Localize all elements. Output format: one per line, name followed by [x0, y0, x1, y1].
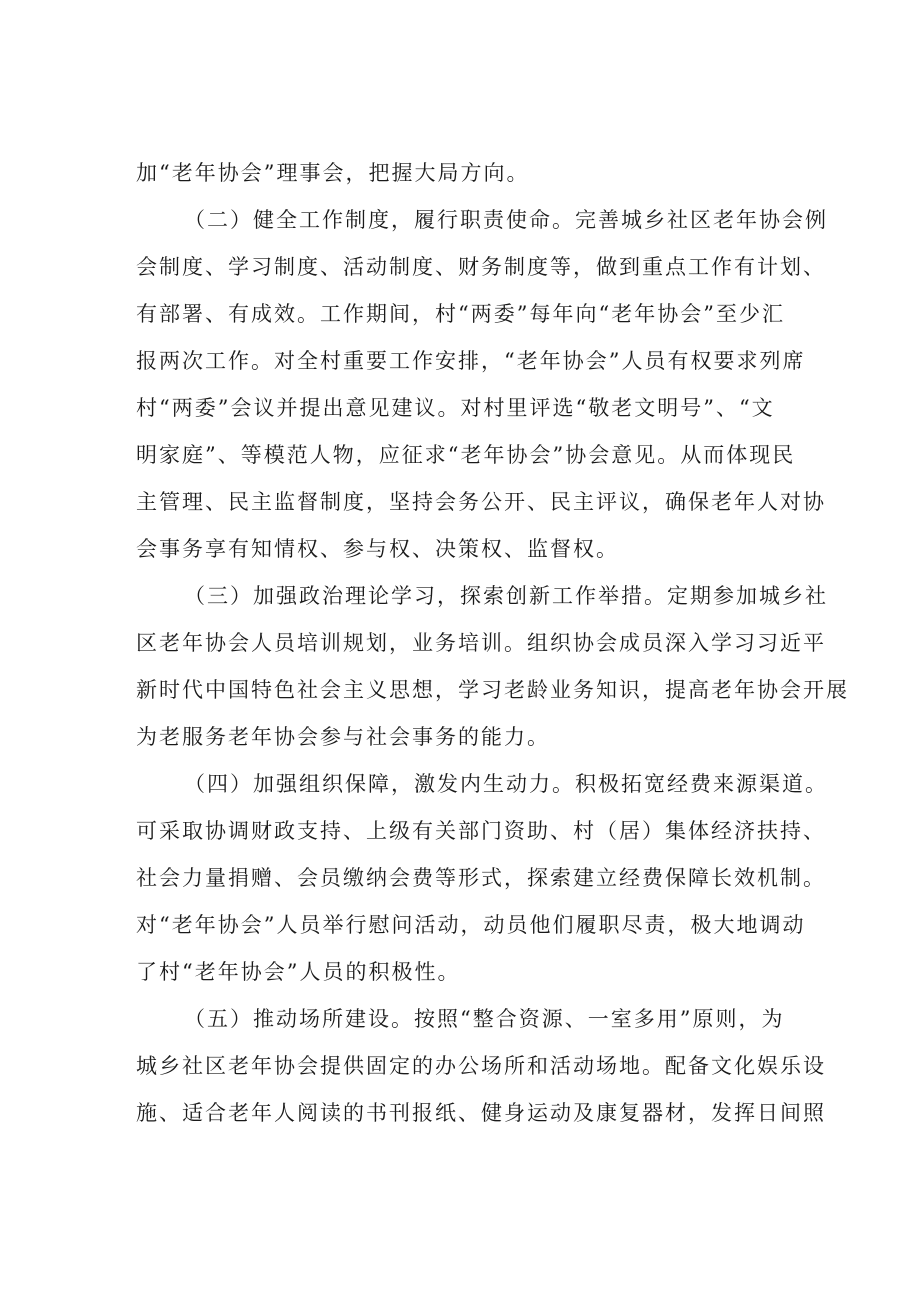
text-line: 明家庭”、等模范人物，应征求“老年协会”协会意见。从而体现民: [136, 443, 796, 467]
text-line: （四）加强组织保障，激发内生动力。积极拓宽经费来源渠道。: [184, 772, 828, 796]
text-line: 新时代中国特色社会主义思想，学习老龄业务知识，提高老年协会开展: [136, 678, 849, 702]
text-line: 可采取协调财政支持、上级有关部门资助、村（居）集体经济扶持、: [136, 819, 826, 843]
text-line: 有部署、有成效。工作期间，村“两委”每年向“老年协会”至少汇: [136, 302, 785, 326]
text-line: 区老年协会人员培训规划，业务培训。组织协会成员深入学习习近平: [136, 631, 826, 655]
text-line: 会事务享有知情权、参与权、决策权、监督权。: [136, 537, 619, 561]
paragraph-political-study: [136, 573, 849, 761]
text-line: 村“两委”会议并提出意见建议。对村里评选“敬老文明号”、“文: [136, 396, 775, 420]
text-line: 社会力量捐赠、会员缴纳会费等形式，探索建立经费保障长效机制。: [136, 866, 826, 890]
paragraph-venue-construction: [136, 996, 826, 1137]
text-line: 城乡社区老年协会提供固定的办公场所和活动场地。配备文化娱乐设: [136, 1054, 826, 1078]
paragraph-organization-support: [136, 761, 828, 996]
text-line: （五）推动场所建设。按照“整合资源、一室多用”原则，为: [184, 1007, 785, 1031]
text-line: （二）健全工作制度，履行职责使命。完善城乡社区老年协会例: [184, 208, 828, 232]
paragraph-continuation: [136, 150, 796, 197]
text-line: 会制度、学习制度、活动制度、财务制度等，做到重点工作有计划、: [136, 255, 826, 279]
document-body: [136, 150, 849, 1137]
text-line: 了村“老年协会”人员的积极性。: [136, 960, 461, 984]
paragraph-work-system: [136, 197, 828, 573]
text-line: 为老服务老年协会参与社会事务的能力。: [136, 725, 550, 749]
text-line: 主管理、民主监督制度，坚持会务公开、民主评议，确保老年人对协: [136, 490, 826, 514]
text-line: （三）加强政治理论学习，探索创新工作举措。定期参加城乡社: [184, 584, 828, 608]
text-line: 施、适合老年人阅读的书刊报纸、健身运动及康复器材，发挥日间照: [136, 1101, 826, 1125]
text-line: 对“老年协会”人员举行慰问活动，动员他们履职尽责，极大地调动: [136, 913, 806, 937]
text-line: 加“老年协会”理事会，把握大局方向。: [136, 161, 530, 185]
text-line: 报两次工作。对全村重要工作安排，“老年协会”人员有权要求列席: [136, 349, 806, 373]
